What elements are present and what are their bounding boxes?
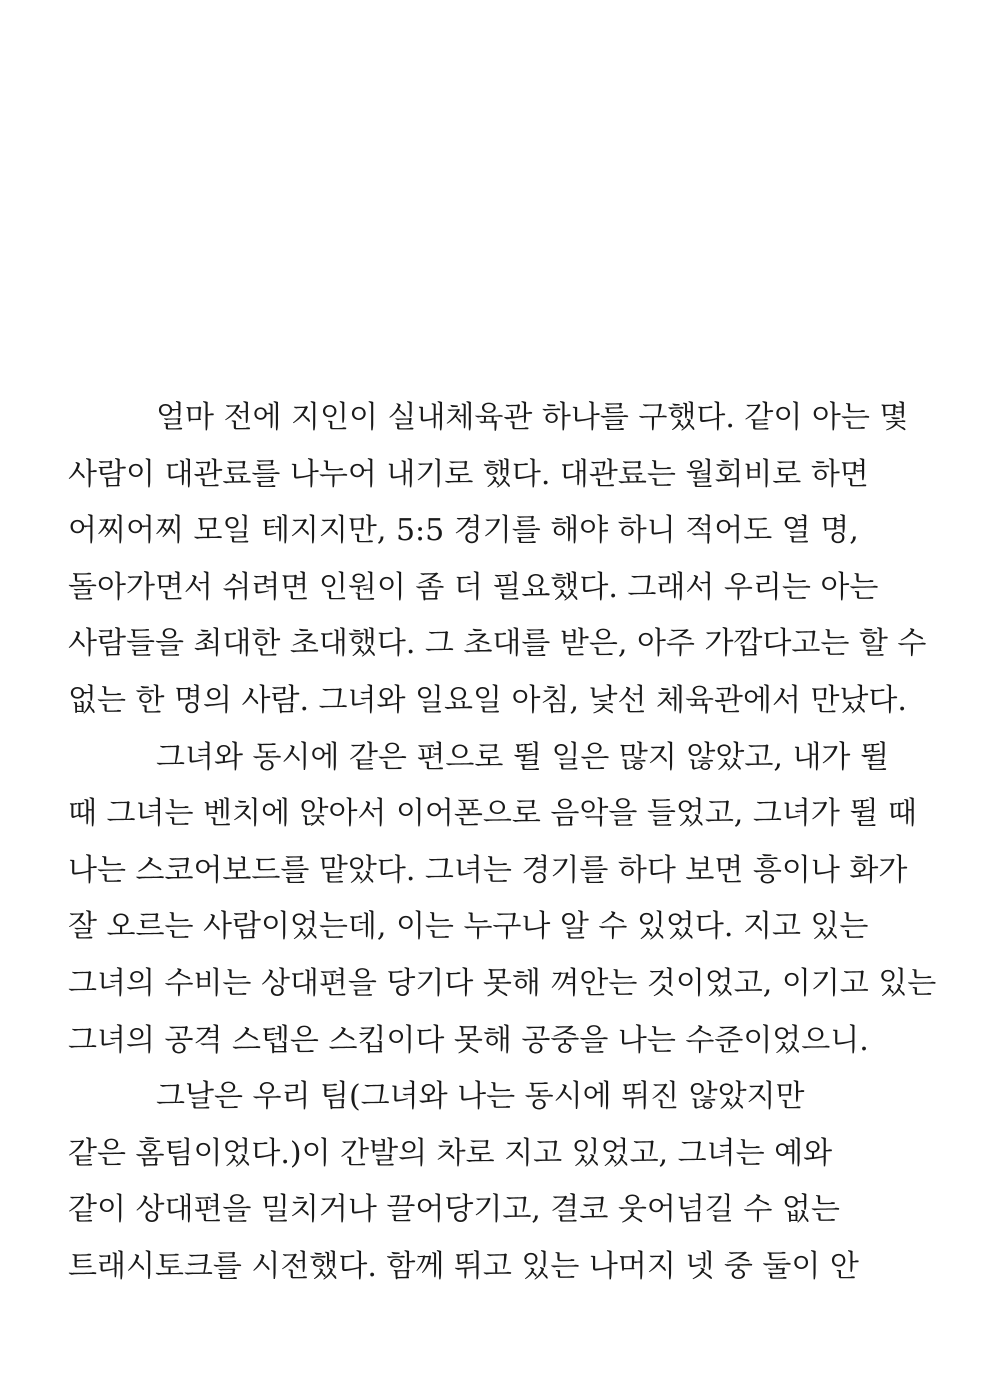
text-line: 때 그녀는 벤치에 앉아서 이어폰으로 음악을 들었고, 그녀가 뛸 때 (68, 796, 917, 832)
text-line: 얼마 전에 지인이 실내체육관 하나를 구했다. 같이 아는 몇 (156, 400, 909, 435)
text-line: 같은 홈팀이었다.)이 간발의 차로 지고 있었고, 그녀는 예와 (68, 1135, 833, 1171)
text-line: 없는 한 명의 사람. 그녀와 일요일 아침, 낯선 체육관에서 만났다. (68, 682, 907, 718)
text-line: 사람이 대관료를 나누어 내기로 했다. 대관료는 월회비로 하면 (68, 456, 869, 492)
text-line: 같이 상대편을 밀치거나 끌어당기고, 결코 웃어넘길 수 없는 (68, 1192, 840, 1228)
text-line: 돌아가면서 쉬려면 인원이 좀 더 필요했다. 그래서 우리는 아는 (68, 569, 879, 605)
body-text (68, 390, 978, 1296)
text-line: 사람들을 최대한 초대했다. 그 초대를 받은, 아주 가깝다고는 할 수 (68, 626, 927, 662)
text-line: 나는 스코어보드를 맡았다. 그녀는 경기를 하다 보면 흥이나 화가 (68, 852, 908, 888)
paragraph (68, 390, 978, 730)
text-line: 그녀의 수비는 상대편을 당기다 못해 껴안는 것이었고, 이기고 있는 (68, 965, 937, 1001)
paragraph (68, 730, 978, 1070)
text-line: 잘 오르는 사람이었는데, 이는 누구나 알 수 있었다. 지고 있는 (68, 909, 869, 945)
text-line: 그녀의 공격 스텝은 스킵이다 못해 공중을 나는 수준이었으니. (68, 1022, 869, 1058)
text-line: 어찌어찌 모일 테지지만, 5:5 경기를 해야 하니 적어도 열 명, (68, 513, 859, 549)
paragraph (68, 1069, 978, 1295)
text-line: 그녀와 동시에 같은 편으로 뛸 일은 많지 않았고, 내가 뛸 (156, 739, 889, 775)
text-line: 그날은 우리 팀(그녀와 나는 동시에 뛰진 않았지만 (156, 1079, 805, 1115)
text-line: 트래시토크를 시전했다. 함께 뛰고 있는 나머지 넷 중 둘이 안 (68, 1248, 859, 1284)
